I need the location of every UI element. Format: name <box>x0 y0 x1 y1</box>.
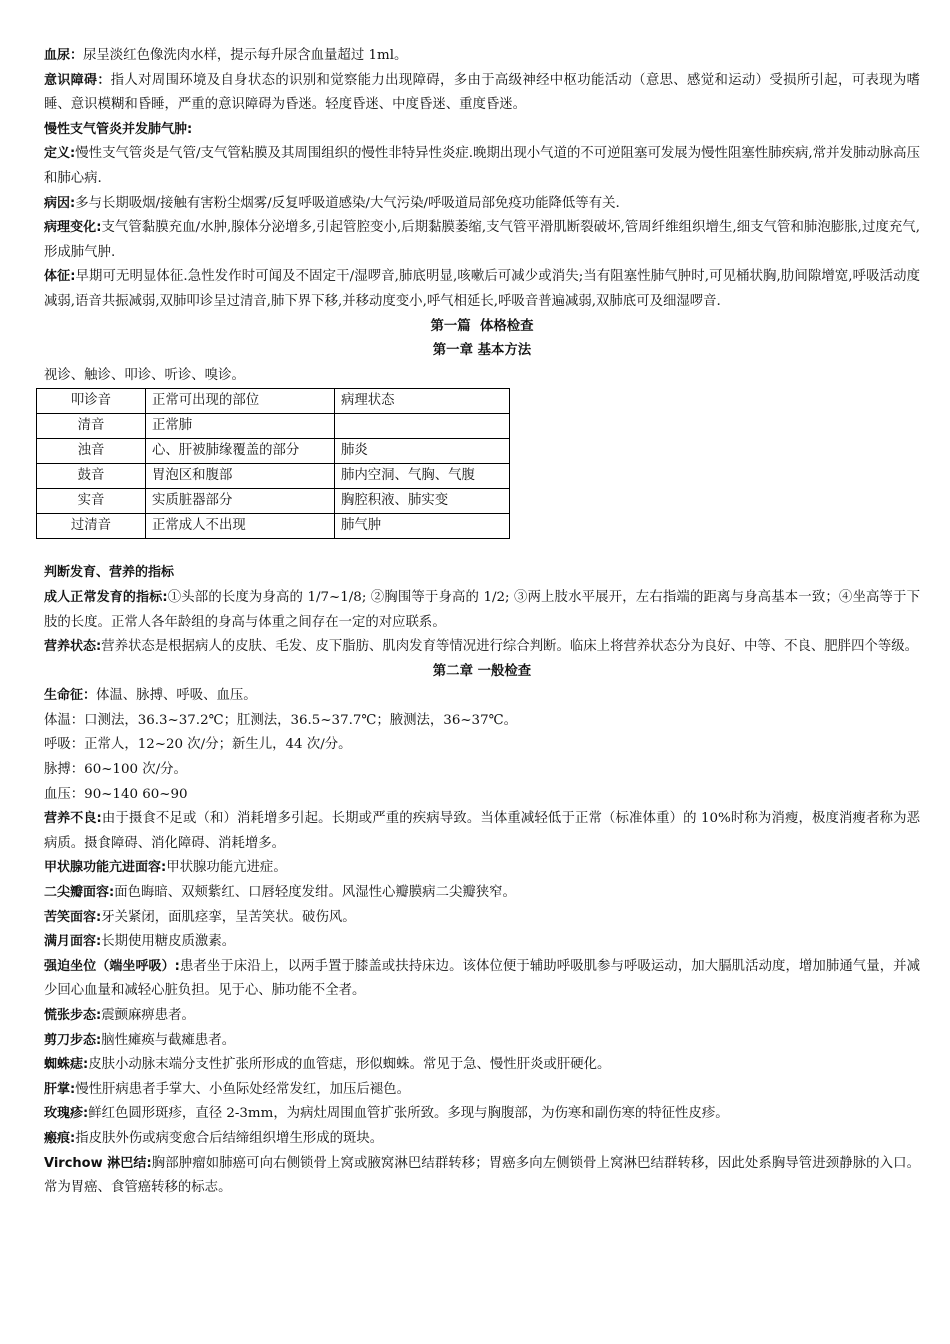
definition-hematuria <box>44 44 920 69</box>
table-header-row <box>37 389 510 414</box>
term-label: 血尿： <box>44 48 84 63</box>
term-label: 瘢痕: <box>44 1130 76 1146</box>
definition-item <box>44 807 920 856</box>
term-label: 甲状腺功能亢进面容: <box>44 860 167 876</box>
term-label: 体征: <box>44 269 76 285</box>
table-row <box>37 414 510 439</box>
term-label: 生命征： <box>44 688 97 704</box>
chapter-title: 第一章 基本方法 <box>432 343 532 359</box>
table-header-cell: 叩诊音 <box>37 389 146 414</box>
definition-text: ①头部的长度为身高的 1/7~1/8; ②胸围等于身高的 1/2; ③两上肢水平展开，左右指端的距离与身高基本一致；④坐高等于下肢的长度。正常人各年龄组的身高与体重之间存在一定的对应联系。 <box>44 589 920 630</box>
table-row <box>37 464 510 489</box>
chapter-title: 第二章 一般检查 <box>432 663 532 679</box>
definition-text: 慢性肝病患者手掌大、小鱼际处经常发红，加压后褪色。 <box>75 1081 410 1097</box>
table-cell: 正常成人不出现 <box>146 514 335 539</box>
development-heading: 判断发育、营养的指标 <box>44 565 175 581</box>
definition-item <box>44 1029 920 1054</box>
table-cell: 过清音 <box>37 514 146 539</box>
table-cell: 肺气肿 <box>335 514 510 539</box>
term-label: 意识障碍： <box>44 72 111 88</box>
copd-signs <box>44 265 920 314</box>
definition-text: 指人对周围环境及自身状态的识别和觉察能力出现障碍，多由于高级神经中枢功能活动（意思、感觉和运动）受损所引起，可表现为嗜睡、意识模糊和昏睡，严重的意识障碍为昏迷。轻度昏迷、中度昏迷、重度昏迷。 <box>44 72 920 113</box>
definition-item <box>44 856 920 881</box>
term-label: 二尖瓣面容: <box>44 885 115 901</box>
definition-text: 鲜红色圆形斑疹，直径 2-3mm，为病灶周围血管扩张所致。多现与胸腹部，为伤寒和副伤寒的特征性皮疹。 <box>88 1106 729 1122</box>
methods-line: 视诊、触诊、叩诊、听诊、嗅诊。 <box>44 367 245 383</box>
vital-respiration: 呼吸：正常人，12~20 次/分；新生儿，44 次/分。 <box>44 737 352 753</box>
definition-text: 面色晦暗、双颊紫红、口唇轻度发绀。风湿性心瓣膜病二尖瓣狭窄。 <box>114 885 516 901</box>
definition-text: 多与长期吸烟/接触有害粉尘烟雾/反复呼吸道感染/大气污染/呼吸道局部免疫功能降低等有关. <box>75 195 620 211</box>
term-label: 成人正常发育的指标: <box>44 589 168 605</box>
copd-pathology <box>44 216 920 265</box>
definition-item <box>44 1127 920 1152</box>
table-header-cell: 病理状态 <box>335 389 510 414</box>
table-cell: 实音 <box>37 489 146 514</box>
definition-text: 患者坐于床沿上，以两手置于膝盖或扶持床边。该体位便于辅助呼吸肌参与呼吸运动，加大膈肌活动度，增加肺通气量，并减少回心血量和减轻心脏负担。见于心、肺功能不全者。 <box>44 958 921 999</box>
term-label: Virchow 淋巴结: <box>44 1155 152 1171</box>
term-label: 病理变化: <box>44 220 102 236</box>
definition-item <box>44 1102 920 1127</box>
table-cell: 正常肺 <box>146 414 335 439</box>
table-cell: 鼓音 <box>37 464 146 489</box>
table-cell: 实质脏器部分 <box>146 489 335 514</box>
term-label: 病因: <box>44 195 76 211</box>
definition-item <box>44 1053 920 1078</box>
term-label: 蜘蛛痣: <box>44 1057 89 1073</box>
copd-definition <box>44 142 920 191</box>
development-criteria <box>44 586 920 635</box>
definition-text: 甲状腺功能亢进症。 <box>166 860 287 876</box>
definition-text: 皮肤小动脉末端分支性扩张所形成的血管痣，形似蜘蛛。常见于急、慢性肝炎或肝硬化。 <box>88 1057 611 1073</box>
term-label: 剪刀步态: <box>44 1032 102 1048</box>
document-page <box>44 44 920 1201</box>
definition-item <box>44 955 920 1004</box>
definition-text: 早期可无明显体征.急性发作时可闻及不固定干/湿啰音,肺底明显,咳嗽后可减少或消失;当有阻塞性肺气肿时,可见桶状胸,肋间隙增宽,呼吸活动度减弱,语音共振减弱,双肺叩诊呈过清音,肺下界下移,并移动度变小,呼气相延长,呼吸音普遍减弱,双肺底可及细湿啰音. <box>44 269 921 309</box>
definition-consciousness-disorder <box>44 69 920 118</box>
definition-item <box>44 930 920 955</box>
vital-signs <box>44 684 920 709</box>
definition-text: 由于摄食不足或（和）消耗增多引起。长期或严重的疾病导致。当体重减轻低于正常（标准体重）的 10%时称为消瘦，极度消瘦者称为恶病质。摄食障碍、消化障碍、消耗增多。 <box>44 811 921 851</box>
table-cell: 肺内空洞、气胸、气腹 <box>335 464 510 489</box>
definition-text: 牙关紧闭，面肌痉挛，呈苦笑状。破伤风。 <box>101 909 356 925</box>
copd-etiology <box>44 192 920 217</box>
definition-text: 支气管黏膜充血/水肿,腺体分泌增多,引起管腔变小,后期黏膜萎缩,支气管平滑肌断裂破坏,管周纤维组织增生,细支气管和肺泡膨胀,过度充气,形成肺气肿. <box>44 220 920 260</box>
term-label: 定义: <box>44 146 76 162</box>
term-label: 玫瑰疹: <box>44 1106 89 1122</box>
table-cell: 肺炎 <box>335 439 510 464</box>
table-cell <box>335 414 510 439</box>
term-label: 苦笑面容: <box>44 909 102 925</box>
nutrition-status <box>44 635 920 660</box>
table-header-cell: 正常可出现的部位 <box>146 389 335 414</box>
definition-item <box>44 1004 920 1029</box>
definition-text: 慢性支气管炎是气管/支气管粘膜及其周围组织的慢性非特异性炎症.晚期出现小气道的不可逆阻塞可发展为慢性阻塞性肺疾病,常并发肺动脉高压和肺心病. <box>44 146 920 186</box>
table-cell: 胸腔积液、肺实变 <box>335 489 510 514</box>
table-row <box>37 439 510 464</box>
table-cell: 清音 <box>37 414 146 439</box>
term-label: 营养不良: <box>44 811 102 827</box>
definition-text: 震颤麻痹患者。 <box>101 1008 195 1023</box>
vital-pulse: 脉搏：60~100 次/分。 <box>44 762 187 778</box>
term-label: 满月面容: <box>44 934 102 950</box>
definition-item <box>44 881 920 906</box>
vital-blood-pressure: 血压：90~140 60~90 <box>44 786 188 802</box>
table-cell: 心、肝被肺缘覆盖的部分 <box>146 439 335 464</box>
definition-text: 指皮肤外伤或病变愈合后结缔组织增生形成的斑块。 <box>75 1130 384 1146</box>
definition-text: 脑性瘫痪与截瘫患者。 <box>101 1032 236 1048</box>
table-cell: 胃泡区和腹部 <box>146 464 335 489</box>
definition-text: 尿呈淡红色像洗肉水样，提示每升尿含血量超过 1ml。 <box>83 48 408 63</box>
percussion-table <box>36 388 510 539</box>
part-title: 第一篇 体格检查 <box>430 318 534 334</box>
table-row <box>37 489 510 514</box>
table-row <box>37 514 510 539</box>
term-label: 慌张步态: <box>44 1008 102 1023</box>
term-label: 强迫坐位（端坐呼吸）: <box>44 958 180 974</box>
definition-text: 胸部肿瘤如肺癌可向右侧锁骨上窝或腋窝淋巴结群转移；胃癌多向左侧锁骨上窝淋巴结群转移，因此处系胸导管进颈静脉的入口。常为胃癌、食管癌转移的标志。 <box>44 1155 921 1196</box>
definition-text: 营养状态是根据病人的皮肤、毛发、皮下脂肪、肌肉发育等情况进行综合判断。临床上将营养状态分为良好、中等、不良、肥胖四个等级。 <box>101 639 919 655</box>
definition-item <box>44 906 920 931</box>
definition-item <box>44 1152 920 1201</box>
table-cell: 浊音 <box>37 439 146 464</box>
definition-text: 长期使用糖皮质激素。 <box>101 934 236 950</box>
definition-text: 体温、脉搏、呼吸、血压。 <box>96 688 257 704</box>
vital-temperature: 体温：口测法，36.3~37.2℃；肛测法，36.5~37.7℃；腋测法，36~37℃。 <box>44 712 517 728</box>
copd-heading: 慢性支气管炎并发肺气肿: <box>44 121 193 137</box>
definition-item <box>44 1078 920 1103</box>
term-label: 肝掌: <box>44 1081 76 1097</box>
term-label: 营养状态: <box>44 639 102 655</box>
